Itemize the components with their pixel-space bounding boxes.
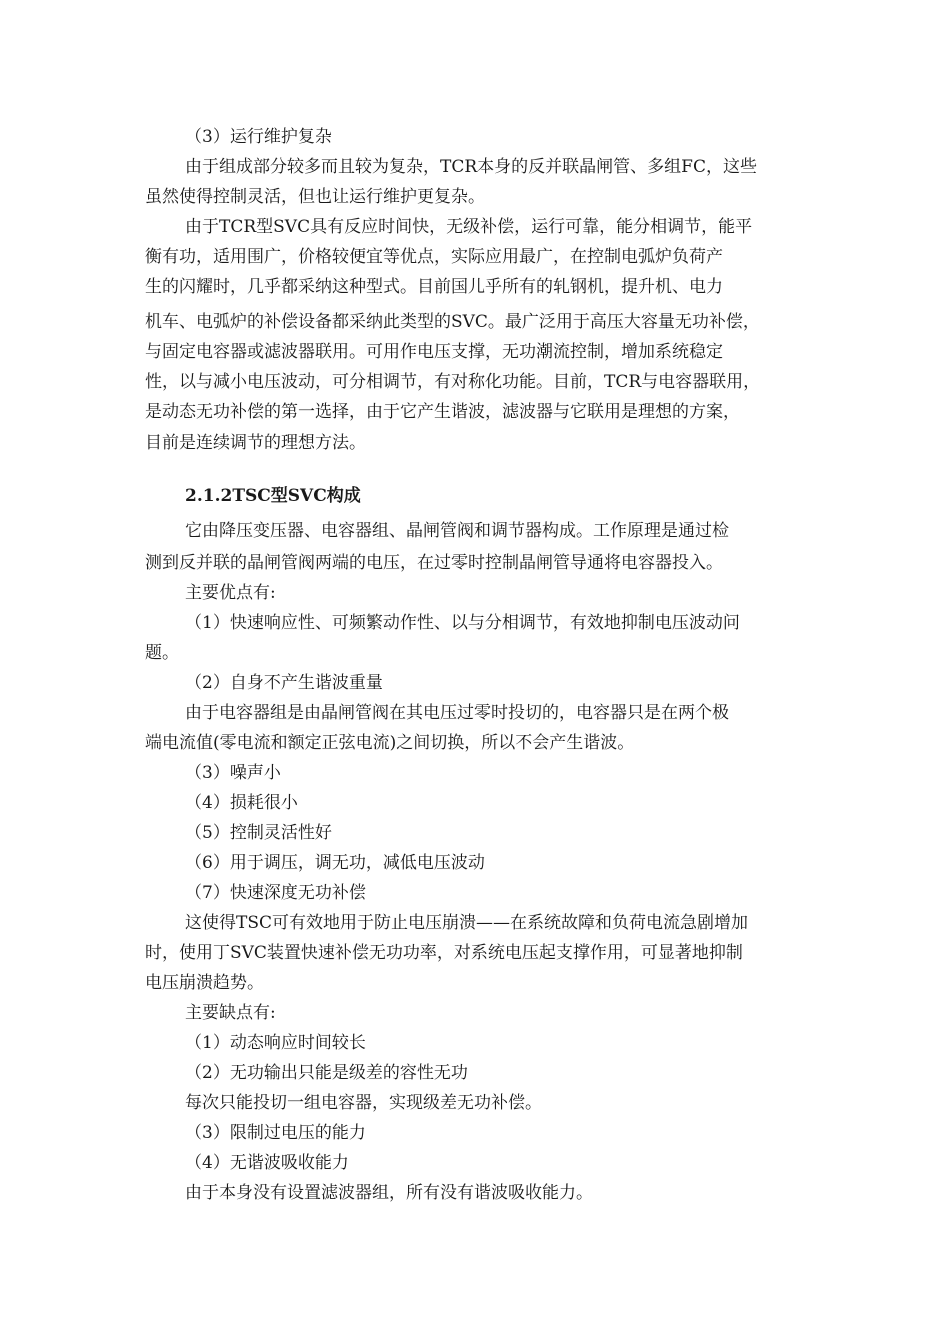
list-item: （6）用于调压，调无功，减低电压波动 [185,853,485,873]
list-item: （5）控制灵活性好 [185,823,332,843]
paragraph-line: 是动态无功补偿的第一选择，由于它产生谐波，滤波器与它联用是理想的方案， [145,402,740,422]
list-item: （1）动态响应时间较长 [185,1033,366,1053]
paragraph-line: 由于电容器组是由晶闸管阀在其电压过零时投切的，电容器只是在两个极 [185,703,729,723]
paragraph-line: 主要缺点有: [185,1003,276,1023]
list-item: （3）限制过电压的能力 [185,1123,366,1143]
paragraph-line: 端电流值(零电流和额定正弦电流)之间切换，所以不会产生谐波。 [145,733,635,753]
paragraph-line: 时，使用丁SVC装置快速补偿无功功率，对系统电压起支撑作用，可显著地抑制 [145,943,743,963]
paragraph-line: 性，以与减小电压波动，可分相调节，有对称化功能。目前，TCR与电容器联用， [145,372,761,392]
paragraph-line: 生的闪耀时，几乎都采纳这种型式。目前国儿乎所有的轧钢机，提升机、电力 [145,277,723,297]
paragraph-line: 主要优点有: [185,583,276,603]
paragraph-line: 测到反并联的晶闸管阀两端的电压，在过零时控制晶闸管导通将电容器投入。 [145,553,723,573]
paragraph-line: 虽然使得控制灵活，但也让运行维护更复杂。 [145,187,485,207]
paragraph-line: 机车、电弧炉的补偿设备都采纳此类型的SVC。最广泛用于高压大容量无功补偿， [145,312,760,332]
paragraph-line: 衡有功，适用围广，价格较便宜等优点，实际应用最广，在控制电弧炉负荷产 [145,247,723,267]
list-item: （4）无谐波吸收能力 [185,1153,349,1173]
paragraph-line: 电压崩溃趋势。 [145,973,264,993]
paragraph-line: 每次只能投切一组电容器，实现级差无功补偿。 [185,1093,542,1113]
paragraph-line: 它由降压变压器、电容器组、晶闸管阀和调节器构成。工作原理是通过检 [185,521,729,541]
paragraph-line: 目前是连续调节的理想方法。 [145,433,366,453]
list-item: （2）自身不产生谐波重量 [185,673,383,693]
list-item: （4）损耗很小 [185,793,298,813]
section-heading: 2.1.2TSC型SVC构成 [185,486,361,506]
list-item: （2）无功输出只能是级差的容性无功 [185,1063,468,1083]
list-item: （3）噪声小 [185,763,281,783]
paragraph-line: 题。 [145,643,179,663]
paragraph-line: 这使得TSC可有效地用于防止电压崩溃——在系统故障和负荷电流急剧增加 [185,913,748,933]
list-item: （1）快速响应性、可频繁动作性、以与分相调节，有效地抑制电压波动问 [185,613,740,633]
paragraph-line: 由于组成部分较多而且较为复杂，TCR本身的反并联晶闸管、多组FC，这些 [185,157,757,177]
paragraph-line: 与固定电容器或滤波器联用。可用作电压支撑，无功潮流控制，增加系统稳定 [145,342,723,362]
paragraph-line: 由于TCR型SVC具有反应时间快，无级补偿，运行可靠，能分相调节，能平 [185,217,753,237]
list-item-heading-3: （3）运行维护复杂 [185,127,332,147]
list-item: （7）快速深度无功补偿 [185,883,366,903]
paragraph-line: 由于本身没有设置滤波器组，所有没有谐波吸收能力。 [185,1183,593,1203]
